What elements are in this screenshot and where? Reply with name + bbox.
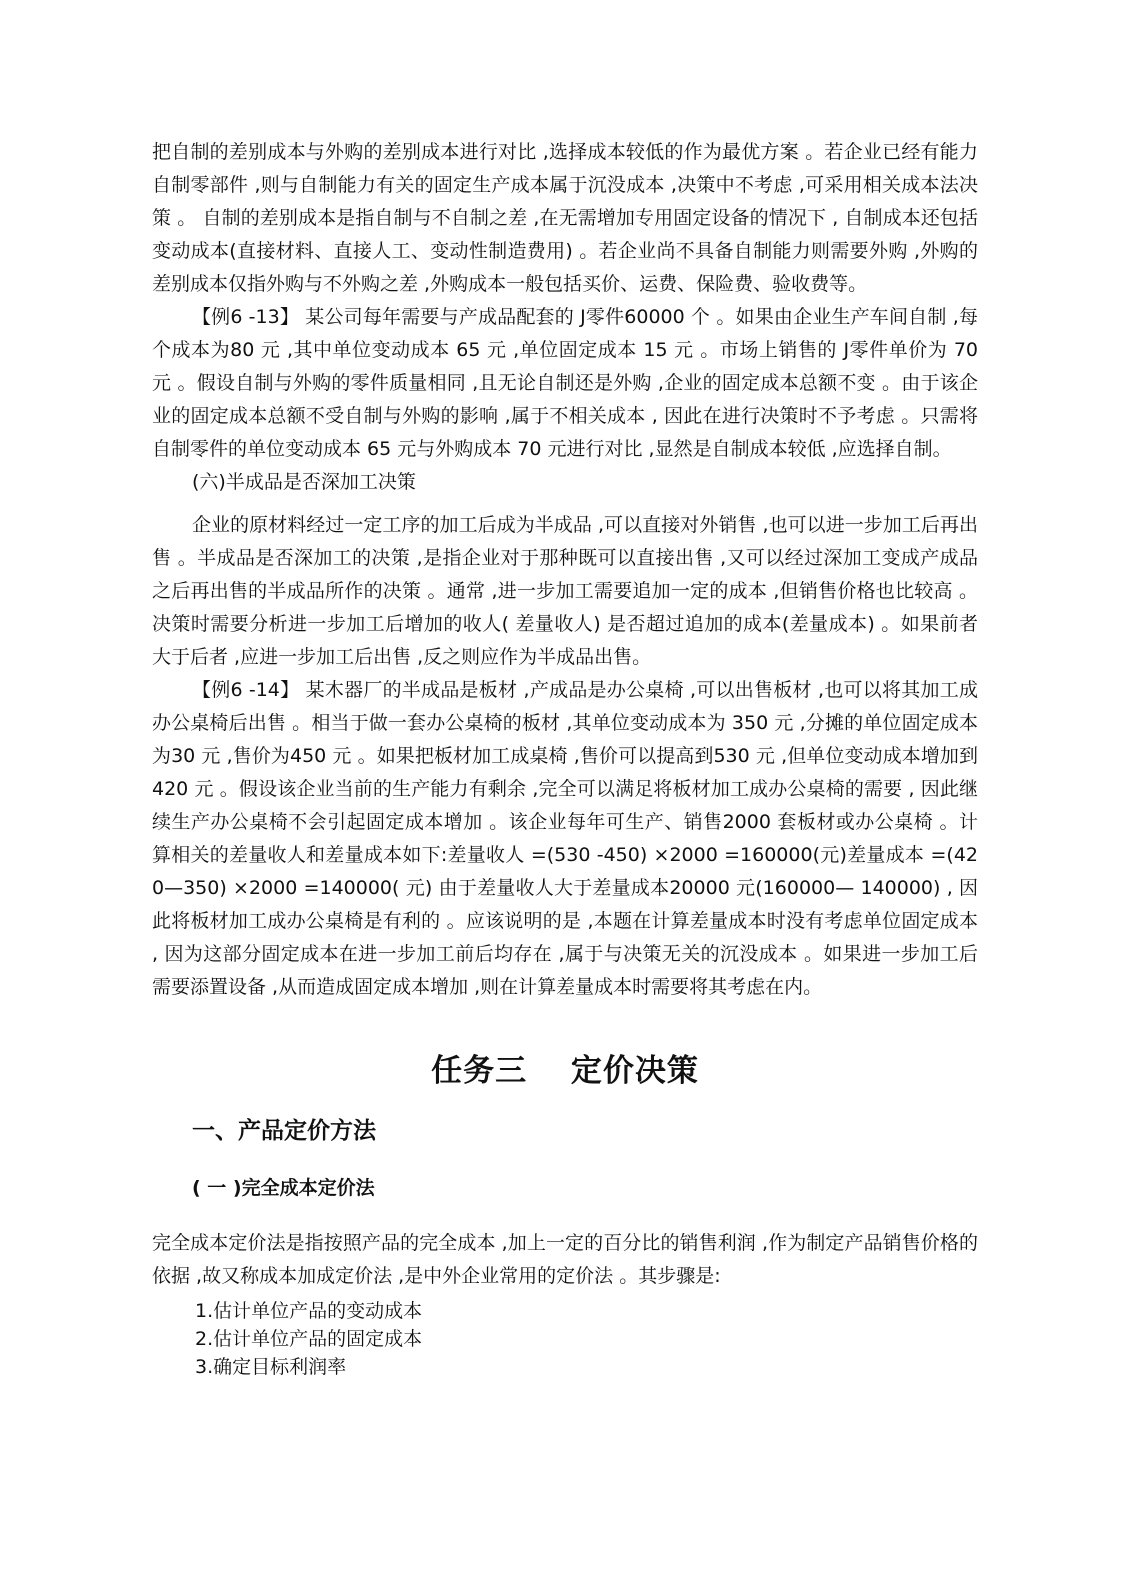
section-heading-pricing-methods: 一、产品定价方法 [192,1118,376,1144]
list-item: 1.估计单位产品的变动成本 [195,1300,423,1322]
paragraph-example-6-13: 【例6 -13】 某公司每年需要与产成品配套的 J零件60000 个 。如果由企业生产车间自制 ,每个成本为80 元 ,其中单位变动成本 65 元 ,单位固定成本 15 元 。市场上销售的 J零件单价为 70 元 。假设自制与外购的零件质量相同 ,且无论自制还是外购 ,企业的固定成本总额不变 。由于该企业的固定成本总额不受自制与外购的影响 ,属于不相关成本 , 因此在进行决策时不予考虑 。只需将自制零件的单位变动成本 65 元与外购成本 70 元进行对比 ,显然是自制成本较低 ,应选择自制。 [152,306,978,460]
heading-section-six: (六)半成品是否深加工决策 [192,471,416,493]
paragraph-full-cost-pricing: 完全成本定价法是指按照产品的完全成本 ,加上一定的百分比的销售利润 ,作为制定产品销售价格的依据 ,故又称成本加成定价法 ,是中外企业常用的定价法 。其步骤是: [152,1232,978,1287]
paragraph-make-vs-buy: 把自制的差别成本与外购的差别成本进行对比 ,选择成本较低的作为最优方案 。若企业已经有能力自制零部件 ,则与自制能力有关的固定生产成本属于沉没成本 ,决策中不考虑 ,可采用相关成本法决策 。 自制的差别成本是指自制与不自制之差 ,在无需增加专用固定设备的情况下 , 自制成本还包括变动成本(直接材料、直接人工、变动性制造费用) 。若企业尚不具备自制能力则需要外购 ,外购的差别成本仅指外购与不外购之差 ,外购成本一般包括买价、运费、保险费、验收费等。 [152,141,978,295]
task-three-heading: 任务三 定价决策 [431,1053,699,1089]
document-page [152,136,978,1381]
list-item: 3.确定目标利润率 [195,1356,347,1378]
subsection-heading-full-cost: ( 一 )完全成本定价法 [192,1177,375,1199]
paragraph-example-6-14: 【例6 -14】 某木器厂的半成品是板材 ,产成品是办公桌椅 ,可以出售板材 ,也可以将其加工成办公桌椅后出售 。相当于做一套办公桌椅的板材 ,其单位变动成本为 350 元 ,分摊的单位固定成本为30 元 ,售价为450 元 。如果把板材加工成桌椅 ,售价可以提高到530 元 ,但单位变动成本增加到420 元 。假设该企业当前的生产能力有剩余 ,完全可以满足将板材加工成办公桌椅的需要 , 因此继续生产办公桌椅不会引起固定成本增加 。该企业每年可生产、销售2000 套板材或办公桌椅 。计算相关的差量收人和差量成本如下:差量收人 =(530 -450) ×2000 =160000(元)差量成本 =(420—350) ×2000 =140000( 元) 由于差量收人大于差量成本20000 元(160000— 140000) , 因此将板材加工成办公桌椅是有利的 。应该说明的是 ,本题在计算差量成本时没有考虑单位固定成本 , 因为这部分固定成本在进一步加工前后均存在 ,属于与决策无关的沉没成本 。如果进一步加工后需要添置设备 ,从而造成固定成本增加 ,则在计算差量成本时需要将其考虑在内。 [152,679,978,998]
steps-list [152,1297,978,1381]
paragraph-semi-finished-decision: 企业的原材料经过一定工序的加工后成为半成品 ,可以直接对外销售 ,也可以进一步加工后再出售 。半成品是否深加工的决策 ,是指企业对于那种既可以直接出售 ,又可以经过深加工变成产成品之后再出售的半成品所作的决策 。通常 ,进一步加工需要追加一定的成本 ,但销售价格也比较高 。决策时需要分析进一步加工后增加的收人( 差量收人) 是否超过追加的成本(差量成本) 。如果前者大于后者 ,应进一步加工后出售 ,反之则应作为半成品出售。 [152,514,978,668]
list-item: 2.估计单位产品的固定成本 [195,1328,423,1350]
